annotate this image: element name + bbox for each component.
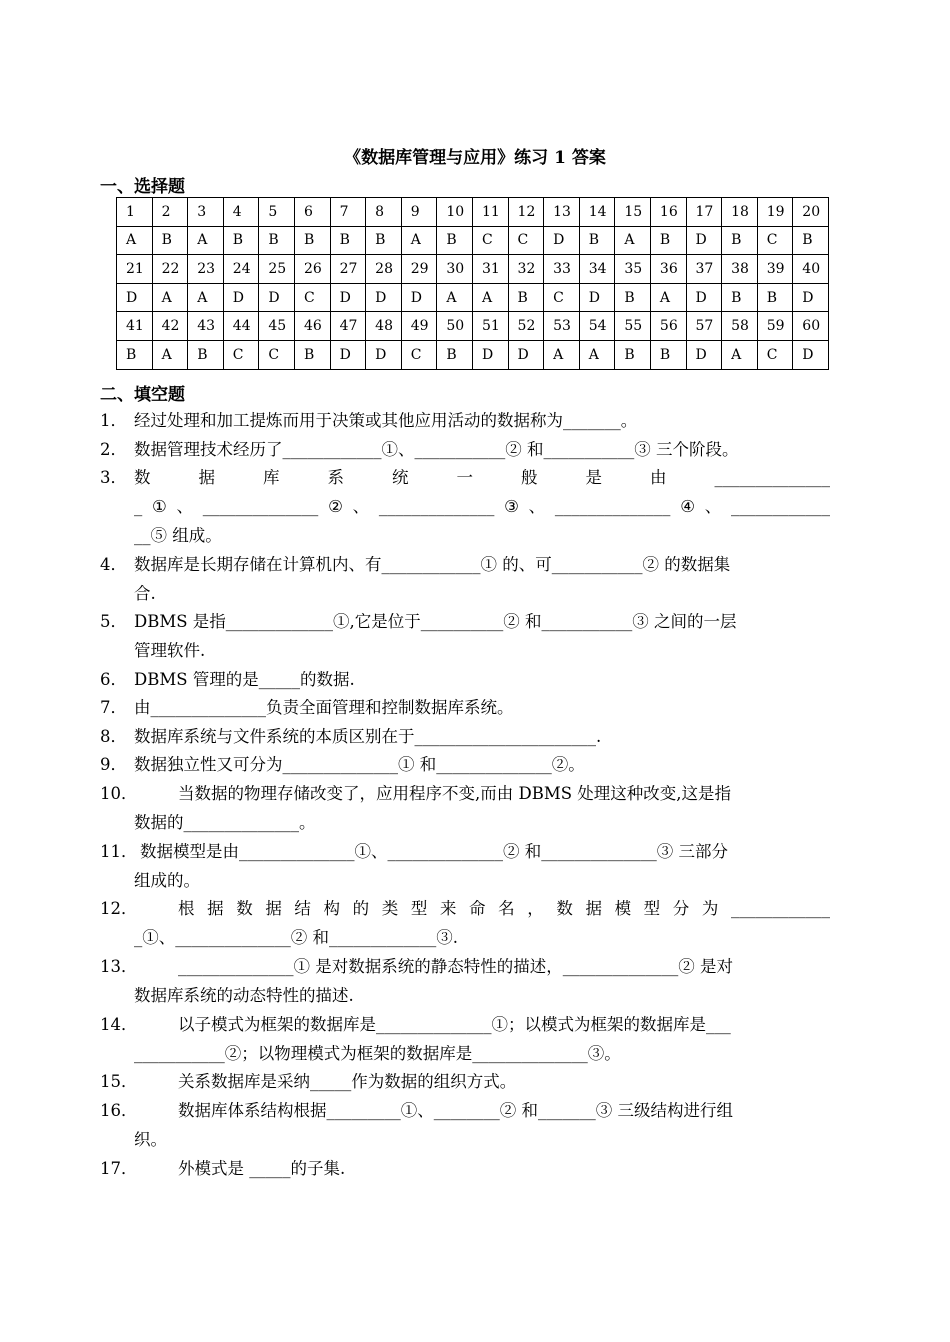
answer-cell: D (223, 283, 259, 312)
question-item (100, 1067, 830, 1096)
answer-cell: B (650, 340, 686, 369)
section-heading-choice: 一、选择题 (100, 177, 185, 197)
answer-cell: A (188, 226, 224, 255)
question-number-cell: 50 (437, 312, 473, 341)
question-number-cell: 25 (259, 255, 295, 284)
question-item (100, 750, 830, 779)
answer-cell: D (472, 340, 508, 369)
answer-table-row (117, 283, 829, 312)
answer-table-row (117, 312, 829, 341)
question-text-line: 数据的______________。 (134, 813, 316, 832)
question-number: 14． (100, 1015, 138, 1034)
question-item (100, 779, 830, 837)
question-number: 8． (100, 727, 127, 746)
answer-cell: A (722, 340, 758, 369)
question-number-cell: 40 (793, 255, 829, 284)
answer-cell: B (117, 340, 153, 369)
question-text: 由______________负责全面管理和控制数据库系统。 (134, 698, 514, 717)
question-item (100, 607, 830, 665)
answer-cell: B (722, 283, 758, 312)
question-number-cell: 45 (259, 312, 295, 341)
answer-cell: C (401, 340, 437, 369)
question-number-cell: 30 (437, 255, 473, 284)
question-number-cell: 5 (259, 198, 295, 227)
question-text: DBMS 管理的是_____的数据. (134, 670, 355, 689)
question-text-line: ___________②；以物理模式为框架的数据库是______________③。 (134, 1044, 621, 1063)
answer-cell: A (615, 226, 651, 255)
question-number-cell: 36 (650, 255, 686, 284)
question-item (100, 406, 830, 435)
question-number-cell: 19 (757, 198, 793, 227)
question-number-cell: 15 (615, 198, 651, 227)
question-number: 7． (100, 698, 127, 717)
answer-cell: A (188, 283, 224, 312)
answer-cell: D (508, 340, 544, 369)
question-number-cell: 49 (401, 312, 437, 341)
question-number-cell: 34 (579, 255, 615, 284)
answer-table-row (117, 255, 829, 284)
question-number-cell: 4 (223, 198, 259, 227)
answer-cell: D (686, 226, 722, 255)
answer-cell: A (437, 283, 473, 312)
question-text-line: ______________① 是对数据系统的静态特性的描述，______________② 是对 (178, 957, 733, 976)
question-number-cell: 26 (294, 255, 330, 284)
question-number-cell: 31 (472, 255, 508, 284)
answer-cell: A (117, 226, 153, 255)
question-number: 9． (100, 755, 127, 774)
question-number-cell: 60 (793, 312, 829, 341)
question-number-cell: 18 (722, 198, 758, 227)
question-number-cell: 8 (366, 198, 402, 227)
question-number-cell: 52 (508, 312, 544, 341)
answer-cell: B (615, 340, 651, 369)
question-number-cell: 1 (117, 198, 153, 227)
answer-cell: C (508, 226, 544, 255)
answer-cell: B (223, 226, 259, 255)
question-number-cell: 37 (686, 255, 722, 284)
question-number-cell: 46 (294, 312, 330, 341)
question-text-line: __⑤ 组成。 (134, 526, 222, 545)
question-number-cell: 12 (508, 198, 544, 227)
question-number-cell: 35 (615, 255, 651, 284)
question-number-cell: 7 (330, 198, 366, 227)
question-number: 4． (100, 555, 127, 574)
question-number-cell: 11 (472, 198, 508, 227)
question-number-cell: 48 (366, 312, 402, 341)
question-text-line: 数据模型是由______________①、______________② 和______________③ 三部分 (140, 842, 728, 861)
answer-cell: C (294, 283, 330, 312)
question-number-cell: 3 (188, 198, 224, 227)
question-item (100, 693, 830, 722)
answer-cell: B (757, 283, 793, 312)
question-text-line: 数 据 库 系 统 一 般 是 由 ______________ (134, 468, 830, 487)
question-number-cell: 17 (686, 198, 722, 227)
answer-cell: B (650, 226, 686, 255)
section-heading-fill: 二、填空题 (100, 385, 185, 405)
answer-cell: A (401, 226, 437, 255)
question-number: 17． (100, 1159, 138, 1178)
answer-cell: D (579, 283, 615, 312)
question-number-cell: 24 (223, 255, 259, 284)
question-item (100, 435, 830, 464)
question-number-cell: 43 (188, 312, 224, 341)
question-number-cell: 10 (437, 198, 473, 227)
question-number-cell: 22 (152, 255, 188, 284)
question-number: 10． (100, 784, 138, 803)
question-number-cell: 59 (757, 312, 793, 341)
question-number-cell: 29 (401, 255, 437, 284)
answer-cell: A (152, 283, 188, 312)
question-item (100, 952, 830, 1010)
question-item (100, 1096, 830, 1154)
question-text-line: DBMS 是指_____________①,它是位于__________② 和___________③ 之间的一层 (134, 612, 737, 631)
answer-cell: D (793, 283, 829, 312)
question-item (100, 837, 830, 895)
answer-cell: B (722, 226, 758, 255)
answer-cell: D (259, 283, 295, 312)
question-number: 3． (100, 468, 127, 487)
question-number: 1． (100, 411, 127, 430)
answer-cell: B (793, 226, 829, 255)
answer-cell: C (757, 340, 793, 369)
question-text: 数据独立性又可分为______________① 和______________②。 (134, 755, 585, 774)
question-text-line: 当数据的物理存储改变了，应用程序不变,而由 DBMS 处理这种改变,这是指 (178, 784, 732, 803)
answer-cell: B (330, 226, 366, 255)
answer-cell: A (544, 340, 580, 369)
answer-cell: B (437, 226, 473, 255)
question-number-cell: 44 (223, 312, 259, 341)
answer-cell: B (508, 283, 544, 312)
question-number: 11． (100, 842, 138, 861)
question-number-cell: 32 (508, 255, 544, 284)
question-text-line: 管理软件. (134, 641, 206, 660)
question-number-cell: 28 (366, 255, 402, 284)
question-text-line: 根 据 数 据 结 构 的 类 型 来 命 名 ， 数 据 模 型 分 为 ____________ (178, 899, 830, 918)
answer-cell: A (152, 340, 188, 369)
question-number: 2． (100, 440, 127, 459)
question-number: 16． (100, 1101, 138, 1120)
question-number-cell: 39 (757, 255, 793, 284)
question-number-cell: 41 (117, 312, 153, 341)
answer-cell: B (294, 226, 330, 255)
question-number: 12． (100, 899, 138, 918)
answer-cell: A (579, 340, 615, 369)
question-number-cell: 53 (544, 312, 580, 341)
question-text-line: 织。 (134, 1130, 167, 1149)
answer-table-row (117, 226, 829, 255)
answer-cell: B (188, 340, 224, 369)
answer-cell: D (686, 283, 722, 312)
answer-table-row (117, 198, 829, 227)
question-text: 关系数据库是采纳_____作为数据的组织方式。 (178, 1072, 517, 1091)
question-text-line: 以子模式为框架的数据库是______________①；以模式为框架的数据库是___ (178, 1015, 731, 1034)
question-number-cell: 20 (793, 198, 829, 227)
answer-cell: D (330, 283, 366, 312)
answer-table-row (117, 340, 829, 369)
question-number-cell: 33 (544, 255, 580, 284)
answer-cell: B (615, 283, 651, 312)
question-number: 5． (100, 612, 127, 631)
answer-cell: D (544, 226, 580, 255)
question-item (100, 665, 830, 694)
question-item (100, 894, 830, 952)
answer-table (116, 197, 829, 370)
question-text-line: 数据库体系结构根据_________①、________② 和_______③ 三级结构进行组 (178, 1101, 733, 1120)
answer-cell: B (579, 226, 615, 255)
answer-cell: D (686, 340, 722, 369)
question-number-cell: 9 (401, 198, 437, 227)
question-text: 外模式是 _____的子集. (178, 1159, 346, 1178)
question-number-cell: 27 (330, 255, 366, 284)
answer-cell: B (437, 340, 473, 369)
question-number: 15． (100, 1072, 138, 1091)
question-number-cell: 55 (615, 312, 651, 341)
answer-cell: B (259, 226, 295, 255)
question-number-cell: 54 (579, 312, 615, 341)
answer-cell: B (152, 226, 188, 255)
answer-cell: B (366, 226, 402, 255)
question-item (100, 550, 830, 608)
question-text-line: _①、______________② 和_____________③. (134, 928, 458, 947)
answer-cell: A (472, 283, 508, 312)
question-text: 数据库系统与文件系统的本质区别在于______________________. (134, 727, 602, 746)
question-number: 13． (100, 957, 138, 976)
answer-cell: C (757, 226, 793, 255)
page-title: 《数据库管理与应用》练习 1 答案 (344, 148, 606, 168)
question-number-cell: 13 (544, 198, 580, 227)
question-number-cell: 58 (722, 312, 758, 341)
question-number-cell: 14 (579, 198, 615, 227)
question-number-cell: 47 (330, 312, 366, 341)
question-item (100, 463, 830, 550)
answer-cell: C (544, 283, 580, 312)
question-number-cell: 57 (686, 312, 722, 341)
question-text-line: 组成的。 (134, 871, 200, 890)
question-number-cell: 2 (152, 198, 188, 227)
answer-cell: D (117, 283, 153, 312)
question-number-cell: 42 (152, 312, 188, 341)
question-number-cell: 6 (294, 198, 330, 227)
answer-cell: C (472, 226, 508, 255)
answer-cell: D (793, 340, 829, 369)
question-text-line: 数据库是长期存储在计算机内、有____________① 的、可___________② 的数据集 (134, 555, 731, 574)
question-number: 6． (100, 670, 127, 689)
question-text: 数据管理技术经历了____________①、___________② 和___________③ 三个阶段。 (134, 440, 739, 459)
answer-cell: D (330, 340, 366, 369)
answer-cell: A (650, 283, 686, 312)
question-number-cell: 16 (650, 198, 686, 227)
question-text-line: _①、______________②、______________③、______________④、____________ (134, 497, 830, 516)
answer-cell: B (294, 340, 330, 369)
question-item (100, 722, 830, 751)
answer-cell: D (366, 340, 402, 369)
question-number-cell: 21 (117, 255, 153, 284)
answer-cell: D (366, 283, 402, 312)
answer-cell: C (223, 340, 259, 369)
answer-cell: C (259, 340, 295, 369)
question-text: 经过处理和加工提炼而用于决策或其他应用活动的数据称为_______。 (134, 411, 638, 430)
question-item (100, 1154, 830, 1183)
question-text-line: 合. (134, 584, 156, 603)
question-item (100, 1010, 830, 1068)
question-number-cell: 23 (188, 255, 224, 284)
question-number-cell: 56 (650, 312, 686, 341)
question-text-line: 数据库系统的动态特性的描述. (134, 986, 354, 1005)
question-number-cell: 38 (722, 255, 758, 284)
answer-cell: D (401, 283, 437, 312)
question-number-cell: 51 (472, 312, 508, 341)
